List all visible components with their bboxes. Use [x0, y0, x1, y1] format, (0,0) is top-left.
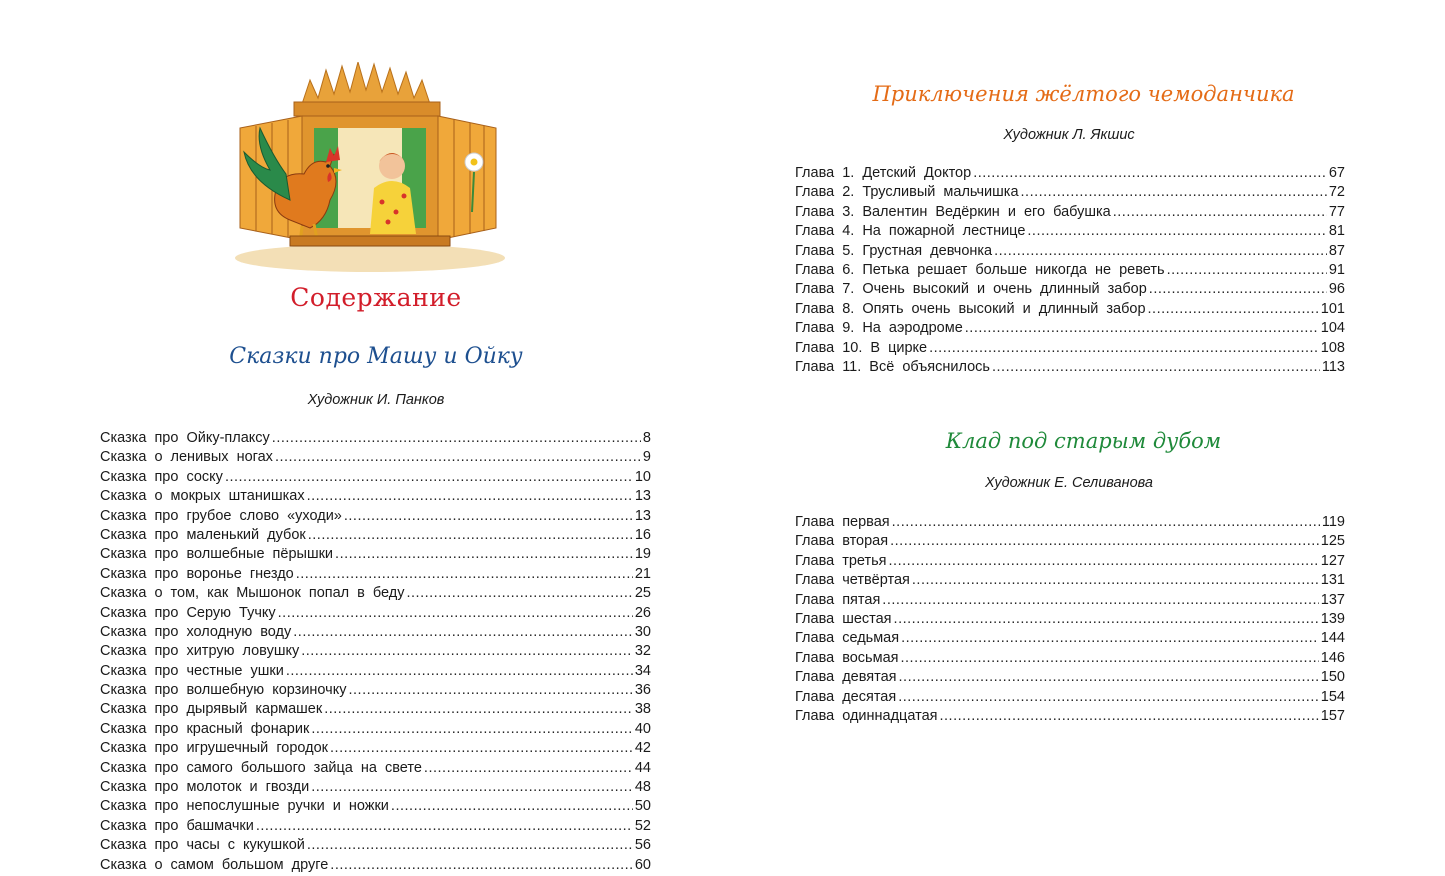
toc-entry-page: 154: [1320, 688, 1345, 705]
toc-entry: [795, 242, 1345, 261]
toc-dot-leader: [1167, 261, 1327, 280]
toc-entry: [795, 688, 1345, 707]
toc-entry-title: Глава 10. В цирке: [795, 339, 928, 356]
toc-entry-page: 8: [642, 430, 651, 446]
toc-dot-leader: [889, 552, 1319, 571]
toc-entry: [100, 448, 651, 467]
toc-dot-leader: [225, 468, 633, 487]
toc-entry: [795, 629, 1345, 648]
toc-entry-title: Глава 9. На аэродроме: [795, 320, 963, 337]
toc-dot-leader: [307, 836, 633, 855]
toc-entry-page: 52: [634, 817, 651, 834]
toc-dot-leader: [1113, 203, 1327, 222]
toc-entry: [100, 720, 651, 739]
toc-entry-title: Сказка про холодную воду: [100, 623, 292, 640]
toc-entry: [100, 623, 651, 642]
toc-entry: [100, 681, 651, 700]
toc-entry: [100, 565, 651, 584]
toc-list-masha-oika: [100, 429, 651, 875]
toc-dot-leader: [311, 720, 633, 739]
toc-dot-leader: [348, 681, 632, 700]
toc-dot-leader: [994, 242, 1327, 261]
toc-entry-title: Сказка о ленивых ногах: [100, 449, 273, 466]
toc-entry-title: Глава пятая: [795, 591, 881, 608]
toc-entry: [795, 300, 1345, 319]
toc-entry: [795, 261, 1345, 280]
toc-dot-leader: [992, 358, 1320, 377]
toc-dot-leader: [1149, 280, 1327, 299]
toc-entry-title: Сказка про хитрую ловушку: [100, 643, 300, 660]
toc-entry-page: 40: [634, 720, 651, 737]
toc-dot-leader: [272, 429, 641, 448]
toc-entry-title: Глава вторая: [795, 533, 889, 550]
toc-dot-leader: [882, 591, 1319, 610]
toc-entry-page: 25: [634, 585, 651, 602]
toc-entry-title: Сказка про самого большого зайца на свете: [100, 759, 422, 776]
toc-list-yellow-suitcase: [795, 164, 1345, 377]
toc-entry-title: Глава первая: [795, 514, 890, 530]
window-rooster-girl-illustration: [230, 62, 512, 274]
toc-entry-page: 87: [1328, 242, 1345, 259]
toc-entry: [795, 552, 1345, 571]
toc-entry-page: 56: [634, 837, 651, 854]
toc-entry-title: Глава восьмая: [795, 649, 899, 666]
section-title-yellow-suitcase: Приключения жёлтого чемоданчика: [872, 82, 1295, 106]
toc-entry: [795, 280, 1345, 299]
toc-entry-page: 60: [634, 856, 651, 873]
toc-dot-leader: [278, 604, 633, 623]
toc-dot-leader: [344, 507, 633, 526]
toc-dot-leader: [892, 513, 1320, 532]
toc-entry-title: Сказка про волшебные пёрышки: [100, 546, 334, 563]
toc-entry: [795, 203, 1345, 222]
toc-dot-leader: [330, 739, 633, 758]
toc-entry-page: 157: [1320, 707, 1345, 724]
toc-entry-page: 77: [1328, 203, 1345, 220]
toc-entry-page: 127: [1320, 552, 1345, 569]
section-artist-panov: Художник И. Панков: [307, 392, 445, 408]
toc-dot-leader: [311, 778, 633, 797]
toc-entry-page: 91: [1328, 261, 1345, 278]
toc-dot-leader: [901, 649, 1319, 668]
toc-entry: [795, 668, 1345, 687]
toc-entry-page: 13: [634, 507, 651, 524]
toc-dot-leader: [899, 668, 1319, 687]
toc-dot-leader: [293, 623, 633, 642]
toc-entry-title: Глава 7. Очень высокий и очень длинный забор: [795, 281, 1147, 298]
toc-entry: [795, 707, 1345, 726]
toc-entry: [795, 532, 1345, 551]
toc-entry-page: 42: [634, 740, 651, 757]
toc-entry-title: Сказка про игрушечный городок: [100, 740, 329, 757]
toc-entry-title: Глава 5. Грустная девчонка: [795, 242, 993, 259]
toc-entry-page: 104: [1320, 320, 1345, 337]
toc-entry-page: 150: [1320, 669, 1345, 686]
toc-entry-title: Сказка про волшебную корзиночку: [100, 682, 347, 699]
toc-entry-title: Глава четвёртая: [795, 572, 910, 589]
toc-entry: [795, 358, 1345, 377]
toc-entry: [100, 526, 651, 545]
toc-entry-page: 13: [634, 488, 651, 505]
toc-entry: [100, 700, 651, 719]
toc-entry-title: Сказка про башмачки: [100, 817, 254, 834]
left-page: [0, 0, 722, 876]
toc-dot-leader: [424, 759, 633, 778]
toc-entry: [795, 222, 1345, 241]
toc-dot-leader: [1148, 300, 1319, 319]
toc-entry-title: Сказка про красный фонарик: [100, 720, 310, 737]
toc-entry-page: 32: [634, 643, 651, 660]
toc-entry-page: 36: [634, 682, 651, 699]
toc-entry-title: Сказка про маленький дубок: [100, 526, 306, 543]
toc-entry-page: 16: [634, 526, 651, 543]
toc-dot-leader: [890, 532, 1319, 551]
toc-entry-title: Сказка про часы с кукушкой: [100, 837, 305, 854]
toc-entry-title: Сказка про дырявый кармашек: [100, 701, 323, 718]
toc-entry-title: Глава 1. Детский Доктор: [795, 165, 972, 181]
toc-entry-title: Сказка про Ойку-плаксу: [100, 430, 270, 446]
section-artist-yakshis: Художник Л. Якшис: [1003, 127, 1135, 143]
toc-entry: [795, 649, 1345, 668]
toc-entry-title: Сказка о самом большом друге: [100, 856, 329, 873]
toc-entry: [795, 339, 1345, 358]
section-title-treasure-oak: Клад под старым дубом: [945, 429, 1222, 453]
toc-dot-leader: [275, 448, 641, 467]
toc-entry-page: 34: [634, 662, 651, 679]
toc-entry: [100, 507, 651, 526]
toc-entry-title: Глава десятая: [795, 688, 897, 705]
toc-dot-leader: [894, 610, 1319, 629]
toc-entry: [100, 487, 651, 506]
toc-entry-page: 67: [1328, 165, 1345, 181]
toc-entry: [100, 662, 651, 681]
toc-entry-page: 48: [634, 779, 651, 796]
toc-entry-page: 101: [1320, 300, 1345, 317]
toc-entry-title: Сказка про грубое слово «уходи»: [100, 507, 342, 524]
toc-dot-leader: [407, 584, 633, 603]
toc-entry-page: 131: [1320, 572, 1345, 589]
toc-dot-leader: [929, 339, 1319, 358]
toc-entry: [100, 778, 651, 797]
toc-entry-page: 19: [634, 546, 651, 563]
toc-entry-title: Глава третья: [795, 552, 887, 569]
toc-entry-title: Глава одиннадцатая: [795, 707, 938, 724]
toc-entry-page: 9: [642, 449, 651, 466]
toc-entry: [795, 319, 1345, 338]
toc-entry: [100, 429, 651, 448]
toc-dot-leader: [301, 642, 633, 661]
toc-dot-leader: [308, 526, 633, 545]
toc-dot-leader: [286, 662, 633, 681]
toc-entry: [100, 545, 651, 564]
toc-entry-page: 137: [1320, 591, 1345, 608]
toc-dot-leader: [256, 817, 633, 836]
toc-dot-leader: [330, 856, 633, 875]
toc-entry-page: 81: [1328, 223, 1345, 240]
toc-dot-leader: [296, 565, 633, 584]
toc-entry-title: Сказка про молоток и гвозди: [100, 779, 310, 796]
toc-entry: [100, 797, 651, 816]
toc-entry: [100, 642, 651, 661]
toc-dot-leader: [973, 164, 1327, 183]
toc-entry-page: 21: [634, 565, 651, 582]
toc-entry-page: 119: [1321, 514, 1345, 530]
toc-entry-title: Глава 3. Валентин Ведёркин и его бабушка: [795, 203, 1111, 220]
toc-entry-title: Глава шестая: [795, 610, 892, 627]
toc-entry: [100, 759, 651, 778]
toc-dot-leader: [335, 545, 633, 564]
toc-entry-page: 38: [634, 701, 651, 718]
toc-entry-page: 113: [1321, 358, 1345, 375]
toc-entry-title: Сказка про честные ушки: [100, 662, 284, 679]
toc-entry-title: Глава девятая: [795, 669, 897, 686]
toc-entry-title: Сказка о мокрых штанишках: [100, 488, 305, 505]
toc-entry-page: 10: [634, 468, 651, 485]
toc-entry-page: 72: [1328, 184, 1345, 201]
rooster-window-icon: [230, 62, 512, 274]
section-artist-selivanova: Художник Е. Селиванова: [985, 475, 1153, 491]
toc-dot-leader: [324, 700, 633, 719]
toc-entry: [100, 739, 651, 758]
toc-entry-title: Сказка о том, как Мышонок попал в беду: [100, 585, 405, 602]
toc-entry-title: Сказка про непослушные ручки и ножки: [100, 798, 389, 815]
contents-title: Содержание: [290, 283, 462, 312]
toc-entry-title: Глава 8. Опять очень высокий и длинный забор: [795, 300, 1146, 317]
toc-dot-leader: [965, 319, 1319, 338]
toc-entry-title: Глава седьмая: [795, 630, 900, 647]
toc-dot-leader: [912, 571, 1319, 590]
toc-entry: [100, 836, 651, 855]
toc-list-treasure-oak: [795, 513, 1345, 726]
toc-dot-leader: [391, 797, 633, 816]
toc-entry-page: 30: [634, 623, 651, 640]
toc-entry-title: Глава 4. На пожарной лестнице: [795, 223, 1026, 240]
toc-entry: [795, 164, 1345, 183]
toc-entry: [795, 591, 1345, 610]
toc-entry-page: 144: [1320, 630, 1345, 647]
toc-entry-title: Глава 6. Петька решает больше никогда не реветь: [795, 261, 1165, 278]
right-page: [722, 0, 1445, 876]
toc-dot-leader: [1021, 183, 1327, 202]
toc-dot-leader: [940, 707, 1319, 726]
toc-entry: [795, 513, 1345, 532]
toc-entry-title: Сказка про соску: [100, 468, 223, 485]
toc-entry: [100, 817, 651, 836]
toc-entry-title: Сказка про воронье гнездо: [100, 565, 294, 582]
toc-dot-leader: [901, 629, 1319, 648]
toc-entry-page: 50: [634, 798, 651, 815]
toc-entry-page: 44: [634, 759, 651, 776]
toc-entry: [100, 468, 651, 487]
toc-dot-leader: [1027, 222, 1326, 241]
toc-entry-page: 96: [1328, 281, 1345, 298]
toc-entry: [100, 604, 651, 623]
section-title-masha-oika: Сказки про Машу и Ойку: [229, 344, 523, 369]
toc-entry: [100, 584, 651, 603]
toc-entry: [100, 856, 651, 875]
toc-entry: [795, 610, 1345, 629]
toc-dot-leader: [307, 487, 633, 506]
toc-entry-page: 26: [634, 604, 651, 621]
toc-entry: [795, 183, 1345, 202]
toc-entry-title: Сказка про Серую Тучку: [100, 604, 276, 621]
toc-entry: [795, 571, 1345, 590]
toc-dot-leader: [898, 688, 1319, 707]
toc-entry-page: 146: [1320, 649, 1345, 666]
toc-entry-title: Глава 2. Трусливый мальчишка: [795, 184, 1019, 201]
toc-entry-page: 139: [1320, 610, 1345, 627]
toc-entry-page: 125: [1320, 533, 1345, 550]
toc-entry-page: 108: [1320, 339, 1345, 356]
toc-entry-title: Глава 11. Всё объяснилось: [795, 358, 990, 375]
